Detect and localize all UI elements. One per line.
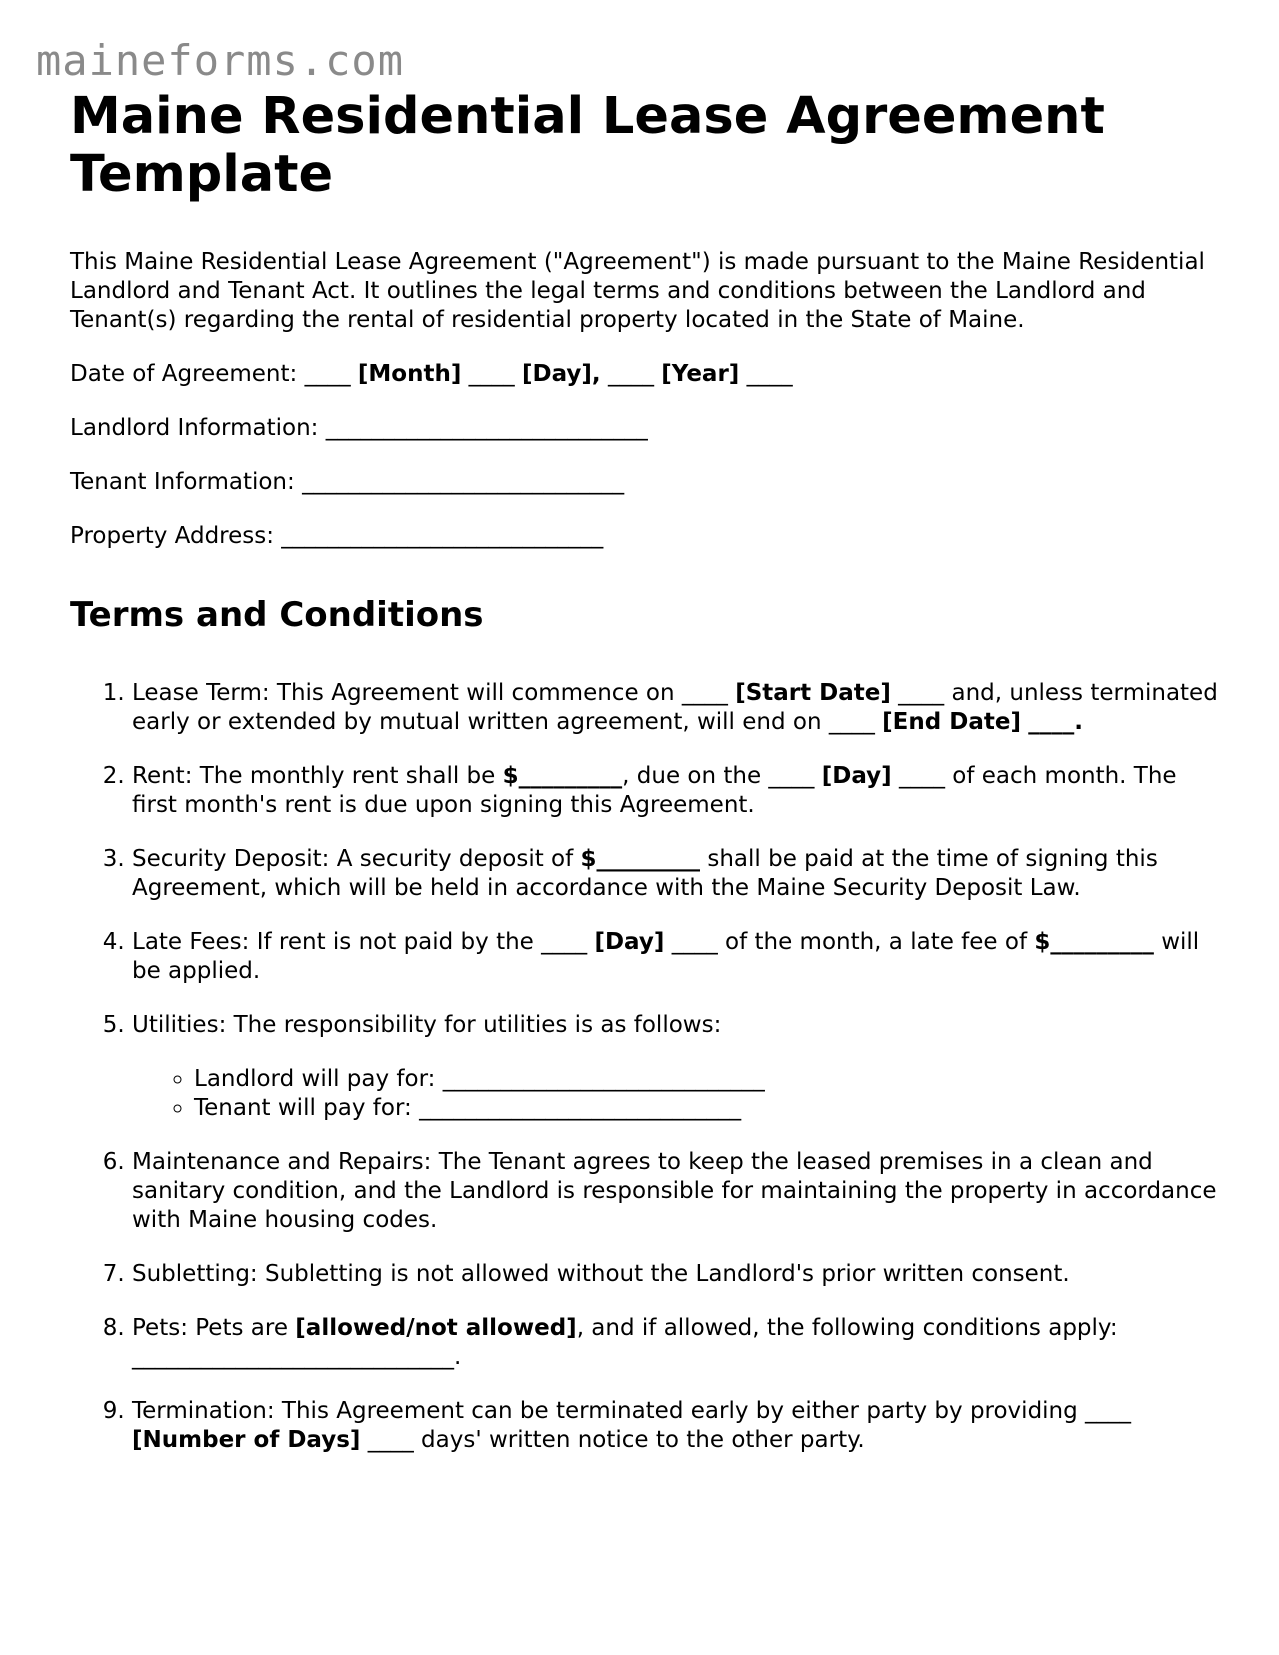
- notice-days-blank[interactable]: ____: [367, 1427, 414, 1453]
- term-late-fees: 4. Late Fees: If rent is not paid by the ____ [Day] ____ of the month, a late fee of $_________ will be applied.: [132, 928, 1220, 986]
- terms-list: [70, 679, 1220, 1455]
- term-lease-term: 1. Lease Term: This Agreement will commence on ____ [Start Date] ____ and, unless terminated early or extended by mutual written agreement, will end on ____ [End Date] ____.: [132, 679, 1220, 737]
- date-blank[interactable]: ____: [607, 361, 654, 387]
- property-blank[interactable]: ____________________________: [281, 523, 604, 549]
- rent-day-blank[interactable]: ____: [898, 763, 945, 789]
- section-heading: Terms and Conditions: [70, 595, 484, 635]
- property-label: Property Address:: [70, 523, 274, 549]
- term-termination: 9. Termination: This Agreement can be terminated early by either party by providing ____ [Number of Days] ____ days' written notice to the other party.: [132, 1397, 1220, 1455]
- tenant-blank[interactable]: ____________________________: [302, 469, 625, 495]
- term-security-deposit: 3. Security Deposit: A security deposit of $_________ shall be paid at the time of signing this Agreement, which will be held in accordance with the Maine Security Deposit Law.: [132, 845, 1220, 903]
- landlord-blank[interactable]: ____________________________: [325, 415, 648, 441]
- date-blank[interactable]: ____: [468, 361, 515, 387]
- utilities-landlord-item: ◦ Landlord will pay for: ____________________________: [194, 1065, 1220, 1094]
- utilities-list: [132, 1065, 1220, 1123]
- tenant-label: Tenant Information:: [70, 469, 295, 495]
- start-date-blank[interactable]: ____: [898, 680, 945, 706]
- end-date-blank[interactable]: ____: [1028, 709, 1075, 735]
- date-label: Date of Agreement:: [70, 361, 298, 387]
- term-utilities: 5. Utilities: The responsibility for utilities is as follows: ◦ Landlord will pay for: ____________________________ ◦ Tenant will pay for: ____________________________: [132, 1011, 1220, 1123]
- notice-days-blank[interactable]: ____: [1085, 1398, 1132, 1424]
- start-date-blank[interactable]: ____: [681, 680, 728, 706]
- watermark: maineforms.com: [36, 36, 405, 85]
- term-maintenance: 6. Maintenance and Repairs: The Tenant agrees to keep the leased premises in a clean and sanitary condition, and the Landlord is responsible for maintaining the property in accordance with Maine housing codes.: [132, 1148, 1220, 1235]
- intro-paragraph: This Maine Residential Lease Agreement ("Agreement") is made pursuant to the Maine Residential Landlord and Tenant Act. It outlines the legal terms and conditions between the Landlord and Tenant(s) regarding the rental of residential property located in the State of Maine.: [70, 249, 1205, 333]
- utilities-tenant-blank[interactable]: ____________________________: [419, 1095, 742, 1121]
- rent-amount-blank[interactable]: $_________: [502, 763, 623, 789]
- document-body: [70, 88, 1220, 1480]
- date-blank[interactable]: ____: [304, 361, 351, 387]
- term-subletting: 7. Subletting: Subletting is not allowed without the Landlord's prior written consent.: [132, 1260, 1220, 1289]
- pets-conditions-blank[interactable]: ____________________________: [132, 1344, 454, 1370]
- property-address-field: [70, 522, 1220, 551]
- day-placeholder: [Day],: [521, 361, 601, 387]
- utilities-tenant-item: ◦ Tenant will pay for: ____________________________: [194, 1094, 1220, 1123]
- deposit-amount-blank[interactable]: $_________: [580, 846, 701, 872]
- pets-option-placeholder: [allowed/not allowed]: [295, 1315, 577, 1341]
- end-date-blank[interactable]: ____: [828, 709, 875, 735]
- late-day-blank[interactable]: ____: [541, 929, 588, 955]
- rent-day-blank[interactable]: ____: [768, 763, 815, 789]
- month-placeholder: [Month]: [357, 361, 462, 387]
- date-of-agreement-field: [70, 360, 1220, 389]
- late-fee-amount-blank[interactable]: $_________: [1034, 929, 1154, 955]
- utilities-landlord-blank[interactable]: ____________________________: [442, 1066, 765, 1092]
- year-placeholder: [Year]: [661, 361, 740, 387]
- date-blank[interactable]: ____: [746, 361, 793, 387]
- term-rent: 2. Rent: The monthly rent shall be $_________, due on the ____ [Day] ____ of each month. The first month's rent is due upon signing this Agreement.: [132, 762, 1220, 820]
- landlord-label: Landlord Information:: [70, 415, 319, 441]
- term-pets: 8. Pets: Pets are [allowed/not allowed], and if allowed, the following conditions apply: ____________________________.: [132, 1314, 1220, 1372]
- late-day-blank[interactable]: ____: [671, 929, 718, 955]
- document-title: Maine Residential Lease Agreement Template: [70, 87, 1105, 204]
- tenant-information-field: [70, 468, 1220, 497]
- landlord-information-field: [70, 414, 1220, 443]
